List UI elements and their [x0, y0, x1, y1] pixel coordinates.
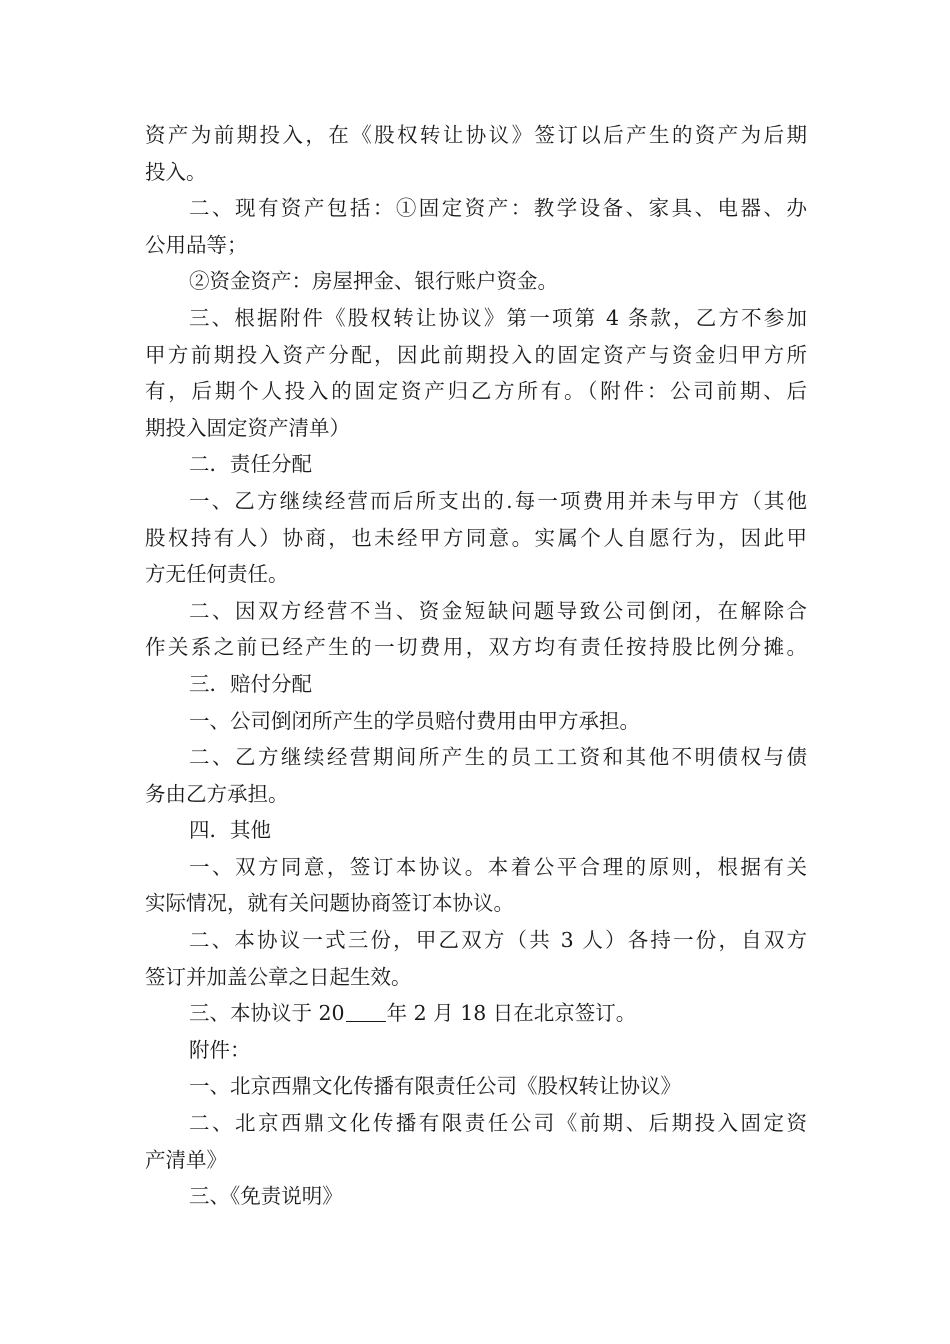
signing-date-line	[145, 995, 807, 1032]
attachment-item: 二、北京西鼎文化传播有限责任公司《前期、后期投入固定资	[189, 1111, 807, 1136]
attachment-item-continued: 产清单》	[145, 1147, 227, 1172]
text-line: 资产为前期投入，在《股权转让协议》签订以后产生的资产为后期	[145, 123, 807, 147]
text-line: 签订并加盖公章之日起生效。	[145, 964, 412, 989]
text-line: 务由乙方承担。	[145, 781, 289, 806]
section-heading: 四．其他	[189, 818, 271, 843]
text-line: 作关系之前已经产生的一切费用，双方均有责任按持股比例分摊。	[145, 635, 807, 660]
signing-date-prefix: 三、本协议于 20	[189, 1001, 345, 1026]
attachments-label: 附件：	[189, 1037, 251, 1062]
text-line: 实际情况，就有关问题协商签订本协议。	[145, 891, 514, 916]
text-line: 一、乙方继续经营而后所支出的.每一项费用并未与甲方（其他	[189, 488, 807, 513]
attachment-item: 一、北京西鼎文化传播有限责任公司《股权转让协议》	[189, 1074, 681, 1099]
text-line: 公用品等；	[145, 232, 248, 257]
text-line: 二、本协议一式三份，甲乙双方（共 3 人）各持一份，自双方	[189, 928, 807, 953]
text-line: 三、根据附件《股权转让协议》第一项第 4 条款，乙方不参加	[189, 305, 807, 330]
text-line: 股权持有人）协商，也未经甲方同意。实属个人自愿行为，因此甲	[145, 525, 807, 550]
signing-date-suffix: 年 2 月 18 日在北京签订。	[386, 1001, 637, 1026]
section-heading: 二．责任分配	[189, 452, 312, 477]
text-line: 方无任何责任。	[145, 562, 289, 587]
text-line: 期投入固定资产清单）	[145, 415, 350, 440]
attachment-item: 三、《免责说明》	[189, 1184, 343, 1209]
text-line: 一、双方同意，签订本协议。本着公平合理的原则，根据有关	[189, 854, 807, 879]
text-line: ②资金资产：房屋押金、银行账户资金。	[189, 269, 558, 294]
section-heading: 三．赔付分配	[189, 671, 312, 696]
document-body	[145, 117, 807, 1215]
text-line: 二、现有资产包括：①固定资产：教学设备、家具、电器、办	[189, 196, 807, 221]
text-line: 一、公司倒闭所产生的学员赔付费用由甲方承担。	[189, 708, 640, 733]
text-line: 二、乙方继续经营期间所产生的员工工资和其他不明债权与债	[189, 745, 807, 770]
text-line: 甲方前期投入资产分配，因此前期投入的固定资产与资金归甲方所	[145, 342, 807, 367]
text-line: 二、因双方经营不当、资金短缺问题导致公司倒闭，在解除合	[189, 598, 807, 623]
text-line: 投入。	[145, 159, 207, 184]
year-blank	[346, 1001, 386, 1022]
text-line: 有，后期个人投入的固定资产归乙方所有。（附件：公司前期、后	[145, 379, 807, 404]
